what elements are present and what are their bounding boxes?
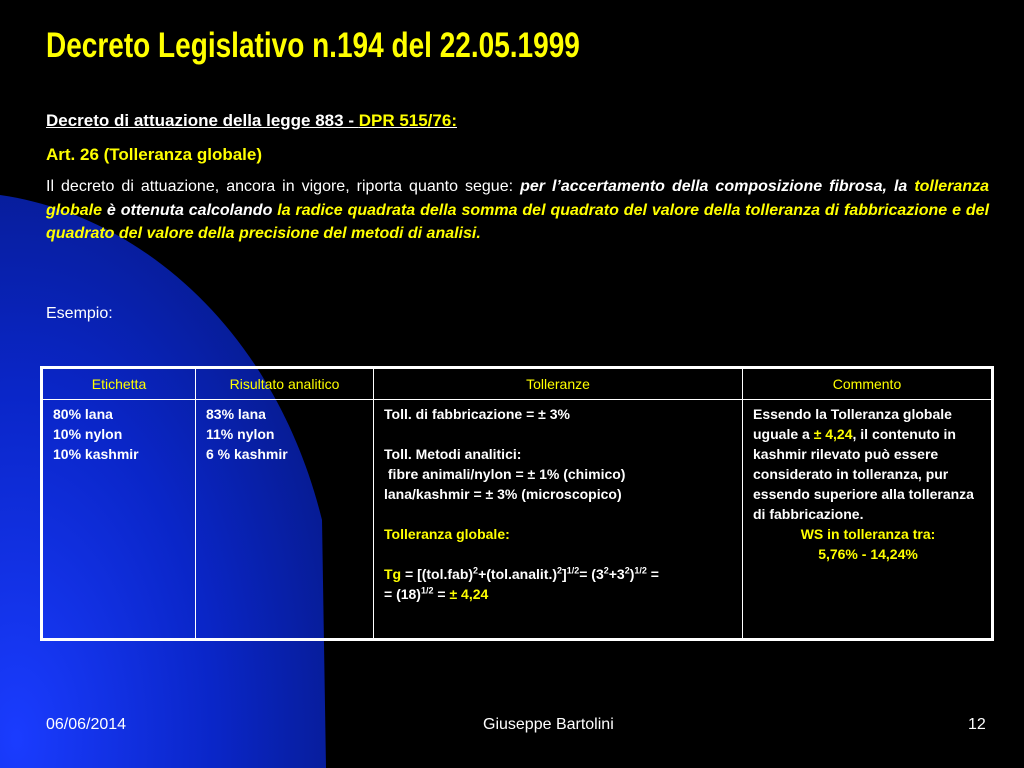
decree-paragraph [46, 175, 989, 246]
formula-part: ] [562, 566, 567, 582]
example-label: Esempio: [46, 305, 113, 322]
formula-part: = (3 [579, 566, 604, 582]
risultato-line: 83% lana [206, 406, 266, 422]
ws-tolerance-range: 5,76% - 14,24% [818, 546, 918, 562]
header-tolleranze: Tolleranze [374, 368, 743, 400]
footer-author: Giuseppe Bartolini [483, 716, 614, 733]
table-header-row [42, 368, 993, 400]
toll-metodi-title: Toll. Metodi analitici: [384, 446, 522, 462]
paragraph-tolleranza-globale: tolleranza globale [46, 178, 989, 219]
ws-tolerance-line: WS in tolleranza tra: [800, 526, 936, 542]
formula-exponent: 2 [473, 565, 479, 576]
commento-value: ± 4,24 [813, 426, 853, 442]
subtitle-dpr-link: DPR 515/76: [358, 111, 457, 130]
tg-formula-line-1 [384, 564, 734, 584]
tg-formula-line-2 [384, 584, 734, 604]
tolerance-table [40, 366, 994, 641]
etichetta-line: 10% nylon [53, 426, 123, 442]
formula-exponent: 1/2 [634, 565, 647, 576]
paragraph-intro: Il decreto di attuazione, ancora in vigore, riporta quanto segue: [46, 178, 521, 195]
article-heading: Art. 26 (Tolleranza globale) [46, 145, 263, 164]
commento-text [753, 404, 983, 524]
cell-risultato [196, 400, 374, 640]
cell-etichetta [42, 400, 196, 640]
header-etichetta: Etichetta [42, 368, 196, 400]
risultato-line: 6 % kashmir [206, 446, 288, 462]
paragraph-emphasis-2: è ottenuta calcolando [102, 201, 278, 219]
formula-part: = [433, 586, 450, 602]
decree-subtitle [46, 111, 457, 131]
paragraph-emphasis-1: per l’accertamento della composizione fibrosa, la [520, 178, 915, 195]
formula-part: = [646, 566, 659, 582]
header-commento: Commento [743, 368, 993, 400]
formula-exponent: 1/2 [420, 585, 434, 596]
cell-tolleranze [374, 400, 743, 640]
tg-value: ± 4,24 [449, 586, 489, 602]
toll-globale-title: Tolleranza globale: [384, 526, 510, 542]
footer-date: 06/06/2014 [46, 716, 127, 733]
slide-title: Decreto Legislativo n.194 del 22.05.1999 [46, 26, 580, 65]
tg-label: Tg [384, 566, 402, 582]
commento-part: , il contenuto in kashmir rilevato può essere considerato in tolleranza, pur essendo superiore alla tolleranza di fabbricazione. [753, 426, 974, 522]
formula-exponent: 2 [624, 565, 630, 576]
formula-part: ) [629, 566, 635, 582]
formula-part: = [(tol.fab) [401, 566, 474, 582]
commento-part: Essendo la Tolleranza globale uguale a [753, 406, 952, 442]
toll-microscopico: lana/kashmir = ± 3% (microscopico) [384, 486, 622, 502]
toll-fabbricazione: Toll. di fabbricazione = ± 3% [384, 406, 570, 422]
risultato-line: 11% nylon [206, 426, 275, 442]
formula-part: +3 [608, 566, 625, 582]
formula-exponent: 2 [557, 565, 563, 576]
etichetta-line: 10% kashmir [53, 446, 139, 462]
table-row [42, 400, 993, 640]
footer-page-number: 12 [968, 716, 986, 733]
cell-commento [743, 400, 993, 640]
formula-part: +(tol.analit.) [478, 566, 558, 582]
etichetta-line: 80% lana [53, 406, 113, 422]
toll-chimico: fibre animali/nylon = ± 1% (chimico) [384, 466, 626, 482]
subtitle-text: Decreto di attuazione della legge 883 - [46, 111, 359, 130]
header-risultato-analitico: Risultato analitico [196, 368, 374, 400]
formula-exponent: 1/2 [566, 565, 580, 576]
paragraph-formula-description: la radice quadrata della somma del quadrato del valore della tolleranza di fabbricazione e del quadrato del valore della precisione del metodi di analisi. [46, 201, 990, 242]
formula-exponent: 2 [603, 565, 609, 576]
formula-part: = (18) [384, 586, 421, 602]
